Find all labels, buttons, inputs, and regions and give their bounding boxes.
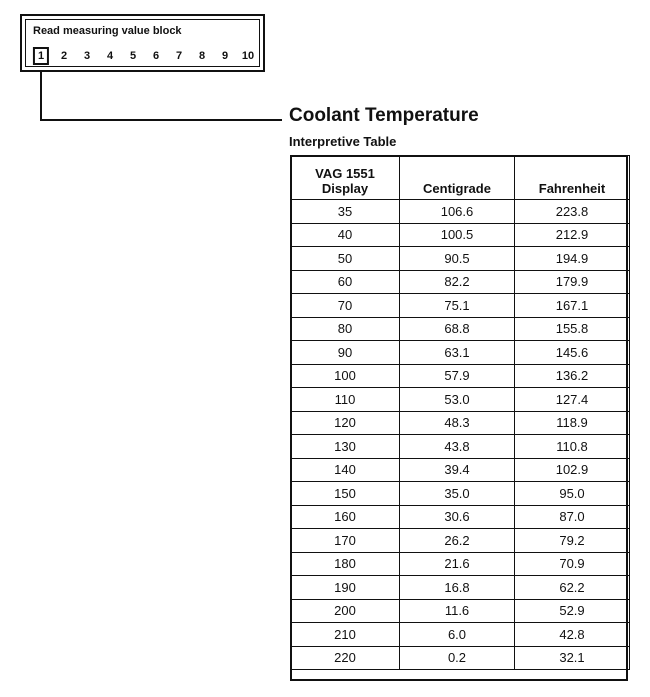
cell-centigrade: 43.8 [400,435,515,459]
cell-fahrenheit: 118.9 [515,411,630,435]
cell-centigrade: 90.5 [400,247,515,271]
cell-vag-display: 60 [291,270,400,294]
block-number-2: 2 [60,50,68,62]
table-row [291,458,630,482]
cell-fahrenheit: 223.8 [515,200,630,224]
cell-centigrade: 21.6 [400,552,515,576]
cell-fahrenheit: 79.2 [515,529,630,553]
header-vag-display: VAG 1551 Display [291,156,400,200]
table-row [291,599,630,623]
cell-vag-display: 200 [291,599,400,623]
block-number-9: 9 [221,50,229,62]
table-row [291,411,630,435]
block-number-6: 6 [152,50,160,62]
cell-centigrade: 68.8 [400,317,515,341]
table-header-row [291,156,630,200]
header-fahrenheit: Fahrenheit [515,156,630,200]
table-row [291,552,630,576]
cell-centigrade: 48.3 [400,411,515,435]
table-row [291,341,630,365]
table-row [291,247,630,271]
cell-fahrenheit: 194.9 [515,247,630,271]
cell-vag-display: 180 [291,552,400,576]
cell-fahrenheit: 95.0 [515,482,630,506]
cell-vag-display: 120 [291,411,400,435]
cell-centigrade: 63.1 [400,341,515,365]
cell-centigrade: 6.0 [400,623,515,647]
cell-fahrenheit: 32.1 [515,646,630,670]
table-row [291,623,630,647]
table-row [291,317,630,341]
table-row [291,270,630,294]
cell-vag-display: 150 [291,482,400,506]
table-row [291,223,630,247]
page-title: Coolant Temperature [289,105,479,126]
cell-fahrenheit: 110.8 [515,435,630,459]
cell-centigrade: 16.8 [400,576,515,600]
block-number-8: 8 [198,50,206,62]
cell-vag-display: 40 [291,223,400,247]
cell-centigrade: 100.5 [400,223,515,247]
cell-fahrenheit: 102.9 [515,458,630,482]
cell-fahrenheit: 70.9 [515,552,630,576]
cell-vag-display: 90 [291,341,400,365]
table-row [291,435,630,459]
cell-vag-display: 190 [291,576,400,600]
block-number-4: 4 [106,50,114,62]
cell-vag-display: 110 [291,388,400,412]
cell-fahrenheit: 136.2 [515,364,630,388]
table-row [291,200,630,224]
cell-centigrade: 0.2 [400,646,515,670]
cell-fahrenheit: 62.2 [515,576,630,600]
cell-vag-display: 210 [291,623,400,647]
table-row [291,388,630,412]
cell-vag-display: 35 [291,200,400,224]
block-number-1: 1 [33,47,49,65]
block-number-10: 10 [241,50,255,62]
table-row [291,364,630,388]
cell-vag-display: 160 [291,505,400,529]
cell-centigrade: 39.4 [400,458,515,482]
table-subtitle: Interpretive Table [289,134,397,149]
cell-fahrenheit: 145.6 [515,341,630,365]
cell-centigrade: 106.6 [400,200,515,224]
cell-vag-display: 100 [291,364,400,388]
interpretive-table [290,155,630,670]
cell-fahrenheit: 42.8 [515,623,630,647]
cell-vag-display: 50 [291,247,400,271]
cell-centigrade: 75.1 [400,294,515,318]
table-row [291,294,630,318]
block-number-7: 7 [175,50,183,62]
cell-fahrenheit: 87.0 [515,505,630,529]
cell-vag-display: 80 [291,317,400,341]
cell-fahrenheit: 52.9 [515,599,630,623]
cell-fahrenheit: 127.4 [515,388,630,412]
cell-centigrade: 57.9 [400,364,515,388]
cell-centigrade: 35.0 [400,482,515,506]
cell-vag-display: 220 [291,646,400,670]
cell-vag-display: 140 [291,458,400,482]
display-title: Read measuring value block [33,25,182,37]
cell-centigrade: 30.6 [400,505,515,529]
header-centigrade: Centigrade [400,156,515,200]
cell-vag-display: 170 [291,529,400,553]
cell-centigrade: 53.0 [400,388,515,412]
block-number-3: 3 [83,50,91,62]
cell-centigrade: 82.2 [400,270,515,294]
cell-centigrade: 11.6 [400,599,515,623]
cell-fahrenheit: 167.1 [515,294,630,318]
cell-fahrenheit: 155.8 [515,317,630,341]
cell-vag-display: 70 [291,294,400,318]
table-row [291,576,630,600]
cell-centigrade: 26.2 [400,529,515,553]
block-number-5: 5 [129,50,137,62]
table-row [291,529,630,553]
table-row [291,505,630,529]
table-row [291,646,630,670]
cell-fahrenheit: 212.9 [515,223,630,247]
cell-vag-display: 130 [291,435,400,459]
cell-fahrenheit: 179.9 [515,270,630,294]
table-row [291,482,630,506]
